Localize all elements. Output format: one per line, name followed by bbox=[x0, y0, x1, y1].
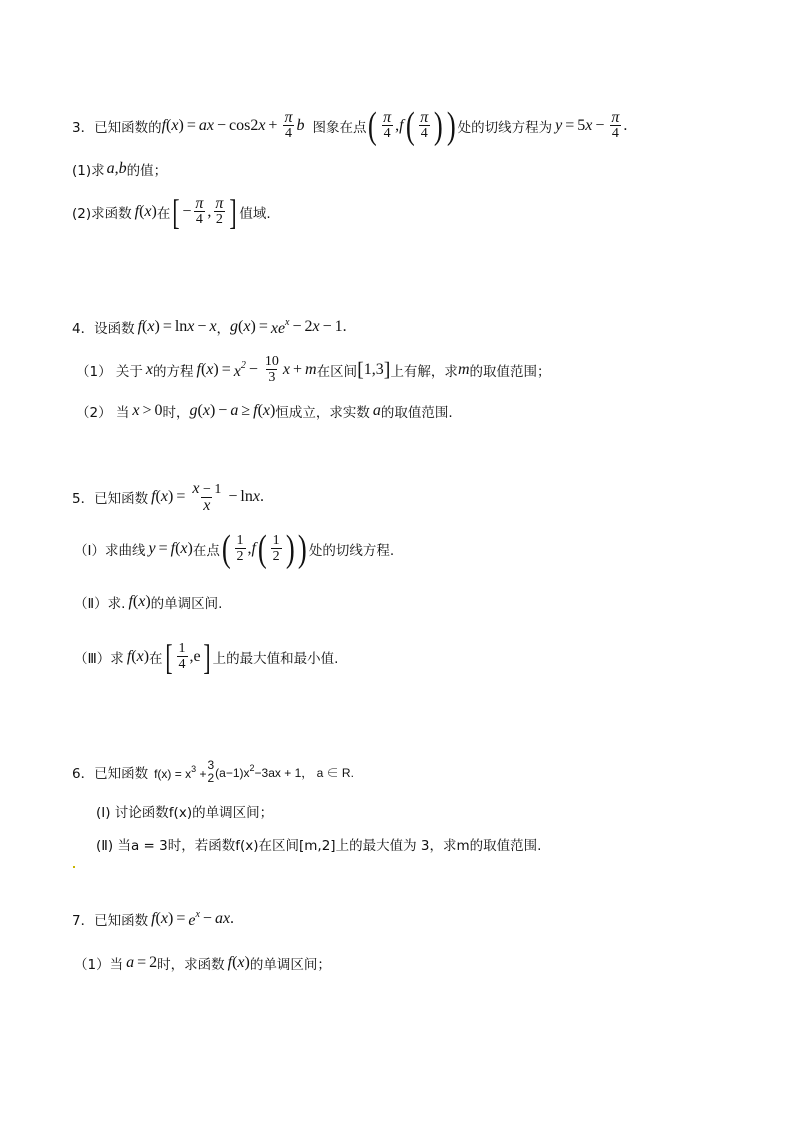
q5-part1-suffix: 处的切线方程. bbox=[308, 543, 395, 559]
q7-part1-mid: 时，求函数 bbox=[157, 957, 225, 973]
q4-part1-prefix: （1） 关于 bbox=[76, 364, 143, 380]
q3-part2-mid: 在 bbox=[156, 206, 171, 222]
q4-part1-mid2: 在区间 bbox=[316, 364, 358, 380]
q4-part1-mid3: 上有解，求 bbox=[390, 364, 458, 380]
q4-part2-prefix: （2） 当 bbox=[76, 405, 130, 421]
q5-intro: 5．已知函数 bbox=[72, 491, 149, 507]
q4-intro: 4．设函数 bbox=[72, 321, 135, 337]
q7-part1-prefix: （1）当 bbox=[74, 957, 124, 973]
q6-line: 6．已知函数 $f(x) = x^3$ + 3 2 $(a-1)x^2-3ax + 1$， a ∈ R. bbox=[72, 758, 354, 785]
q4-line: 4．设函数 f ( x ) = ln x − x ， g ( x ) = $xe^x$ − 2 x − 1 . bbox=[72, 316, 347, 337]
q5-part2-suffix: 的单调区间. bbox=[150, 596, 223, 612]
q3-intro: 3．已知函数的 bbox=[72, 120, 162, 136]
q5-part3-suffix: 上的最大值和最小值. bbox=[212, 651, 339, 667]
q5-part2: （Ⅱ）求. f ( x ) 的单调区间. bbox=[74, 593, 223, 612]
q6-intro: 6．已知函数 bbox=[72, 766, 149, 782]
q3-part2-suffix: 值域. bbox=[239, 206, 271, 222]
q6-formula-a: f(x) = x bbox=[154, 766, 192, 781]
q6-part2-text: (Ⅱ) 当a = 3时，若函数f(x)在区间[m,2]上的最大值为 3，求m的取值范围. bbox=[96, 838, 542, 854]
q5-part3: （Ⅲ）求 f ( x ) 在 [ $\frac{1}{4}$ , e ] 上的最大值和最小值. bbox=[74, 637, 339, 677]
q7-line: 7．已知函数 f ( x ) = $e^x$ − ax . bbox=[72, 908, 235, 929]
q6-part1 bbox=[96, 800, 273, 822]
q5-part3-mid: 在 bbox=[149, 651, 163, 667]
q6-part1-text: (Ⅰ) 讨论函数f(x)的单调区间； bbox=[96, 805, 274, 821]
q5-part1-mid: 在点 bbox=[192, 543, 220, 559]
q4-part1: （1） 关于 x 的方程 f ( x ) = $x^2$ − $\frac{10}{3}$ x + m 在区间 [ 1,3 ] 上有解，求 m 的取值范围； bbox=[76, 354, 551, 385]
q3-line: 3．已知函数的 f ( x ) = ax − cos2 x + $\frac{\pi}{4}$ b 图象在点 ( $\frac{\pi}{4}$ , f ( $\frac{\pi}{4}$ ) ) 处的切线方程为 y = 5 x − $\frac{\pi}{4}$ . bbox=[72, 105, 628, 147]
q4-part1-suffix: 的取值范围； bbox=[469, 364, 551, 380]
q5-line: 5．已知函数 f ( x ) = $\frac{x - 1}{x}$ − ln x . bbox=[72, 479, 264, 514]
q4-part1-mid1: 的方程 bbox=[153, 364, 194, 380]
q5-part2-prefix: （Ⅱ）求. bbox=[74, 596, 126, 612]
q3-part2-prefix: (2)求函数 bbox=[72, 206, 132, 222]
q5-part1: （Ⅰ）求曲线 y = f ( x ) 在点 ( $\frac{1}{2}$ , f ( $\frac{1}{2}$ ) ) 处的切线方程. bbox=[74, 528, 395, 570]
q5-part3-prefix: （Ⅲ）求 bbox=[74, 651, 124, 667]
q3-part1-suffix: 的值； bbox=[126, 163, 168, 179]
q3-tangent: 处的切线方程为 bbox=[457, 120, 553, 136]
q3-part1: (1)求 a , b 的值； bbox=[72, 160, 168, 179]
q7-part1: （1）当 a = 2 时，求函数 f ( x ) 的单调区间； bbox=[74, 954, 331, 973]
q6-part2 bbox=[96, 833, 541, 855]
q4-comma: ， bbox=[216, 321, 231, 337]
q4-part2-suffix: 的取值范围. bbox=[380, 405, 453, 421]
q4-part2-mid2: 恒成立，求实数 bbox=[275, 405, 370, 421]
q4-part2-mid1: 时， bbox=[162, 405, 190, 421]
q3-part1-prefix: (1)求 bbox=[72, 163, 105, 179]
q3-mid: 图象在点 bbox=[312, 120, 367, 136]
q7-intro: 7．已知函数 bbox=[72, 913, 149, 929]
q6-formula-c: −3ax + 1， a ∈ R. bbox=[254, 766, 354, 780]
stray-dot bbox=[73, 866, 75, 868]
q5-part1-prefix: （Ⅰ）求曲线 bbox=[74, 543, 146, 559]
q3-part2: (2)求函数 f ( x ) 在 [ − $\frac{\pi}{4}$ , $\frac{\pi}{2}$ ] 值域. bbox=[72, 192, 271, 232]
q4-part2: （2） 当 x > 0 时， g ( x ) − a ≥ f ( x ) 恒成立，求实数 a 的取值范围. bbox=[76, 402, 453, 421]
q6-formula-b: (a−1)x bbox=[215, 766, 250, 780]
q7-part1-suffix: 的单调区间； bbox=[249, 957, 331, 973]
